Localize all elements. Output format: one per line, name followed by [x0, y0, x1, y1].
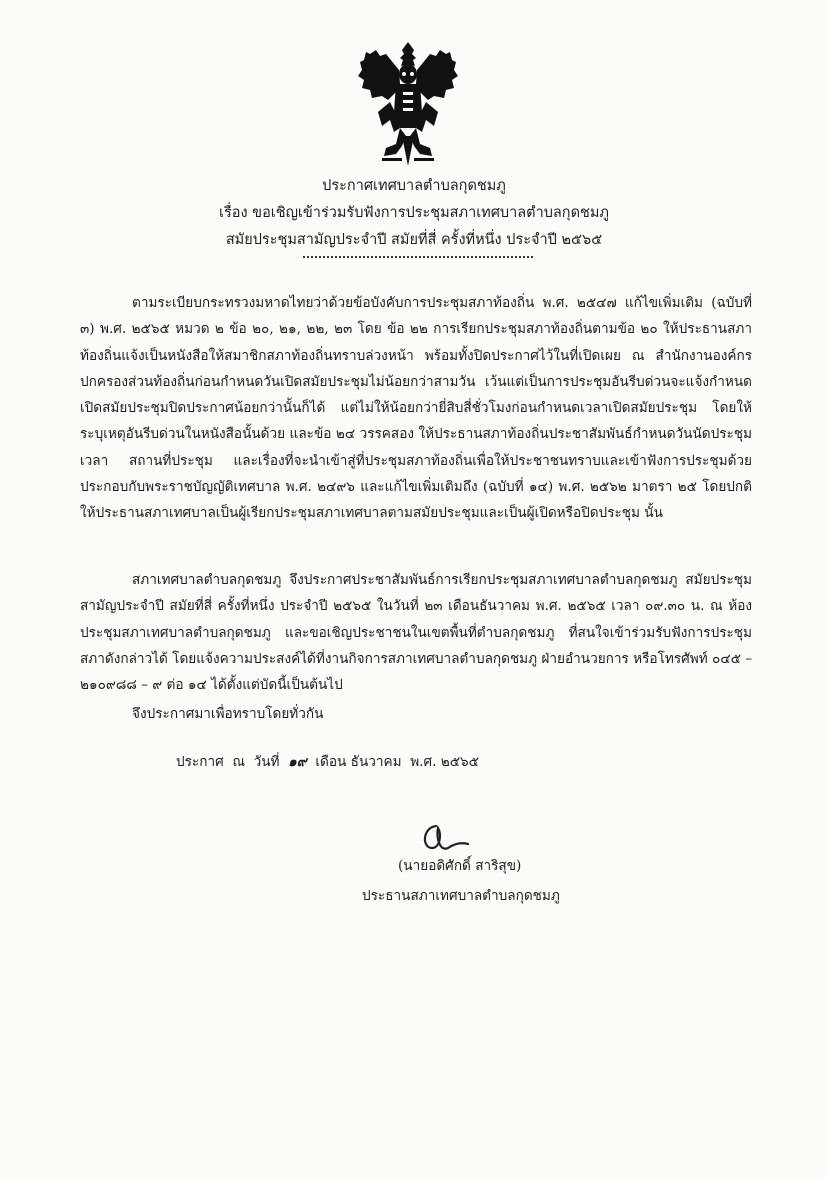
dateline-day: ๑๙	[288, 754, 307, 770]
signatory-position: ประธานสภาเทศบาลตำบลกุดชมภู	[362, 888, 560, 904]
dateline-suffix: เดือน ธันวาคม พ.ศ. ๒๕๖๕	[306, 754, 479, 770]
body-paragraph-3: จึงประกาศมาเพื่อทราบโดยทั่วกัน	[132, 706, 324, 722]
signatory-name: (นายอดิศักดิ์ สาริสุข)	[398, 858, 522, 874]
body-paragraph-1: ตามระเบียบกระทรวงมหาดไทยว่าด้วยข้อบังคับการประชุมสภาท้องถิ่น พ.ศ. ๒๕๔๗ แก้ไขเพิ่มเติม (ฉบับที่ ๓) พ.ศ. ๒๕๖๕ หมวด ๒ ข้อ ๒๐, ๒๑, ๒๒, ๒๓ โดย ข้อ ๒๒ การเรียกประชุมสภาท้องถิ่นตามข้อ ๒๐ ให้ประธานสภาท้องถิ่นแจ้งเป็นหนังสือให้สมาชิกสภาท้องถิ่นทราบล่วงหน้า พร้อมทั้งปิดประกาศไว้ในที่เปิดเผย ณ สำนักงานองค์กรปกครองส่วนท้องถิ่นก่อนกำหนดวันเปิดสมัยประชุมไม่น้อยกว่าสามวัน เว้นแต่เป็นการประชุมอันรีบด่วนจะแจ้งกำหนดเปิดสมัยประชุมปิดประกาศน้อยกว่านั้นก็ได้ แต่ไม่ให้น้อยกว่ายี่สิบสี่ชั่วโมงก่อนกำหนดเวลาเปิดสมัยประชุม โดยให้ระบุเหตุอันรีบด่วนในหนังสือนั้นด้วย และข้อ ๒๔ วรรคสอง ให้ประธานสภาท้องถิ่นประชาสัมพันธ์กำหนดวันนัดประชุม เวลา สถานที่ประชุม และเรื่องที่จะนำเข้าสู่ที่ประชุมสภาท้องถิ่นเพื่อให้ประชาชนทราบและเข้าฟังการประชุมด้วย ประกอบกับพระราชบัญญัติเทศบาล พ.ศ. ๒๔๙๖ และแก้ไขเพิ่มเติมถึง (ฉบับที่ ๑๔) พ.ศ. ๒๕๖๒ มาตรา ๒๕ โดยปกติให้ประธานสภาเทศบาลเป็นผู้เรียกประชุมสภาเทศบาลตามสมัยประชุมและเป็นผู้เปิดหรือปิดประชุม นั้น	[80, 295, 752, 522]
announcement-dateline	[176, 749, 479, 775]
dotted-divider	[303, 256, 533, 258]
garuda-emblem-icon	[356, 40, 460, 168]
body-paragraph-2: สภาเทศบาลตำบลกุดชมภู จึงประกาศประชาสัมพันธ์การเรียกประชุมสภาเทศบาลตำบลกุดชมภู สมัยประชุมสามัญประจำปี สมัยที่สี่ ครั้งที่หนึ่ง ประจำปี ๒๕๖๕ ในวันที่ ๒๓ เดือนธันวาคม พ.ศ. ๒๕๖๕ เวลา ๐๙.๓๐ น. ณ ห้องประชุมสภาเทศบาลตำบลกุดชมภู และขอเชิญประชาชนในเขตพื้นที่ตำบลกุดชมภู ที่สนใจเข้าร่วมรับฟังการประชุมสภาดังกล่าวได้ โดยแจ้งความประสงค์ได้ที่งานกิจการสภาเทศบาลตำบลกุดชมภู ฝ่ายอำนวยการ หรือโทรศัพท์ ๐๔๕ – ๒๑๐๙๘๘ – ๙ ต่อ ๑๔ ได้ตั้งแต่บัดนี้เป็นต้นไป	[80, 572, 753, 694]
announcement-subject: เรื่อง ขอเชิญเข้าร่วมรับฟังการประชุมสภาเทศบาลตำบลกุดชมภู	[219, 205, 609, 221]
dateline-prefix: ประกาศ ณ วันที่	[176, 754, 289, 770]
announcement-title: ประกาศเทศบาลตำบลกุดชมภู	[322, 178, 506, 194]
announcement-session: สมัยประชุมสามัญประจำปี สมัยที่สี่ ครั้งที่หนึ่ง ประจำปี ๒๕๖๕	[225, 232, 603, 248]
handwritten-signature	[418, 818, 470, 858]
